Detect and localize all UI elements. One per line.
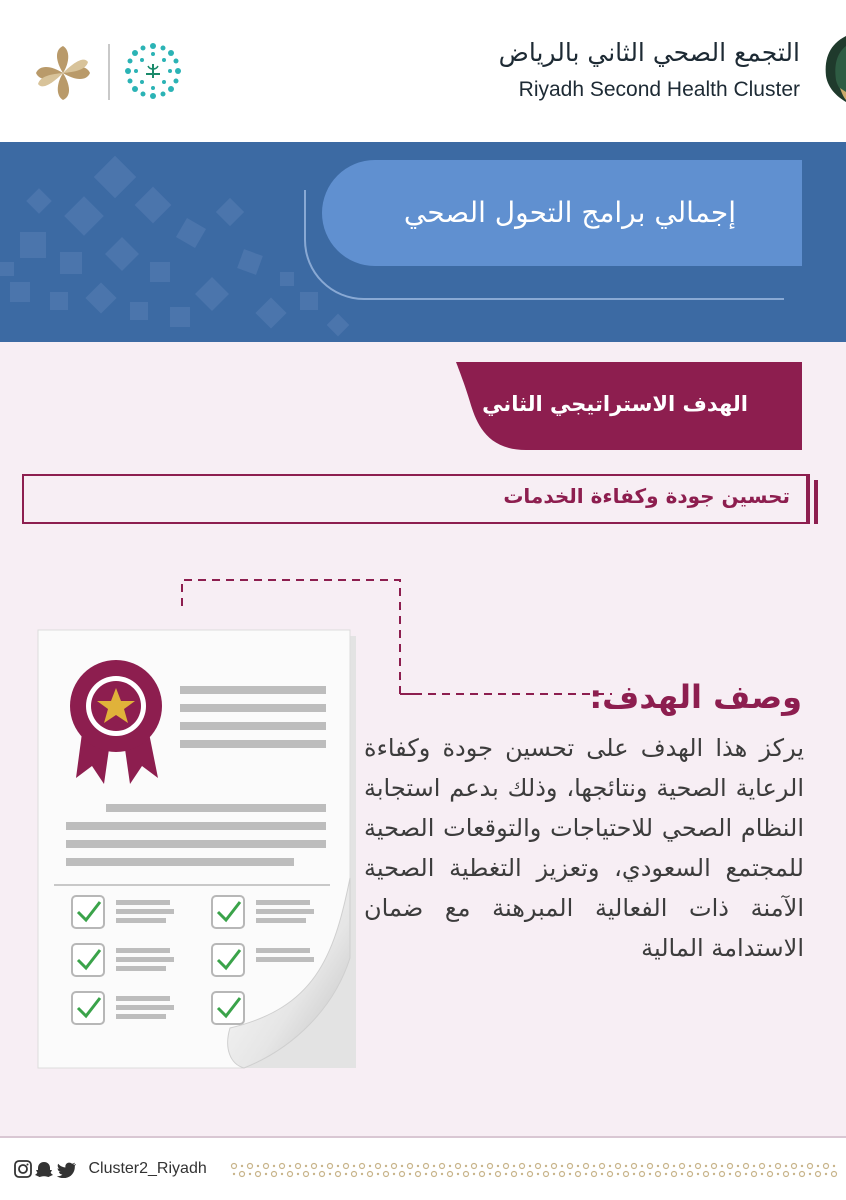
twitter-icon	[57, 1163, 76, 1178]
objective-accent	[806, 474, 820, 524]
social-handle-group	[14, 1160, 207, 1178]
ministry-logo-icon	[820, 36, 846, 102]
objective-text: تحسين جودة وكفاءة الخدمات	[503, 484, 790, 508]
certificate-document-icon	[34, 628, 366, 1076]
header-divider	[108, 44, 110, 100]
social-handle[interactable]: Cluster2_Riyadh	[88, 1160, 207, 1177]
dashed-connector-end	[400, 686, 616, 702]
cluster-title-ar: التجمع الصحي الثاني بالرياض	[498, 38, 800, 67]
description-title: وصف الهدف:	[589, 678, 802, 716]
cluster-flower-logo-icon	[30, 42, 96, 104]
snapchat-icon	[35, 1162, 53, 1177]
goal-label: الهدف الاستراتيجي الثاني	[482, 392, 748, 416]
social-icons	[14, 1160, 80, 1178]
vision-2030-logo-icon	[122, 40, 184, 102]
description-body: يركز هذا الهدف على تحسين جودة وكفاءة الرعاية الصحية ونتائجها، وذلك بدعم استجابة النظام الصحي للاحتياجات والتوقعات الصحية للمجتمع السعودي، وتعزيز التغطية الصحية الآمنة ذات الفعالية المبرهنة مع ضمان الاستدامة المالية	[364, 734, 804, 962]
footer-pattern	[230, 1162, 838, 1178]
cluster-title-en: Riyadh Second Health Cluster	[518, 78, 800, 101]
instagram-icon	[15, 1161, 31, 1177]
page-title: إجمالي برامج التحول الصحي	[403, 196, 736, 229]
header	[0, 0, 846, 142]
